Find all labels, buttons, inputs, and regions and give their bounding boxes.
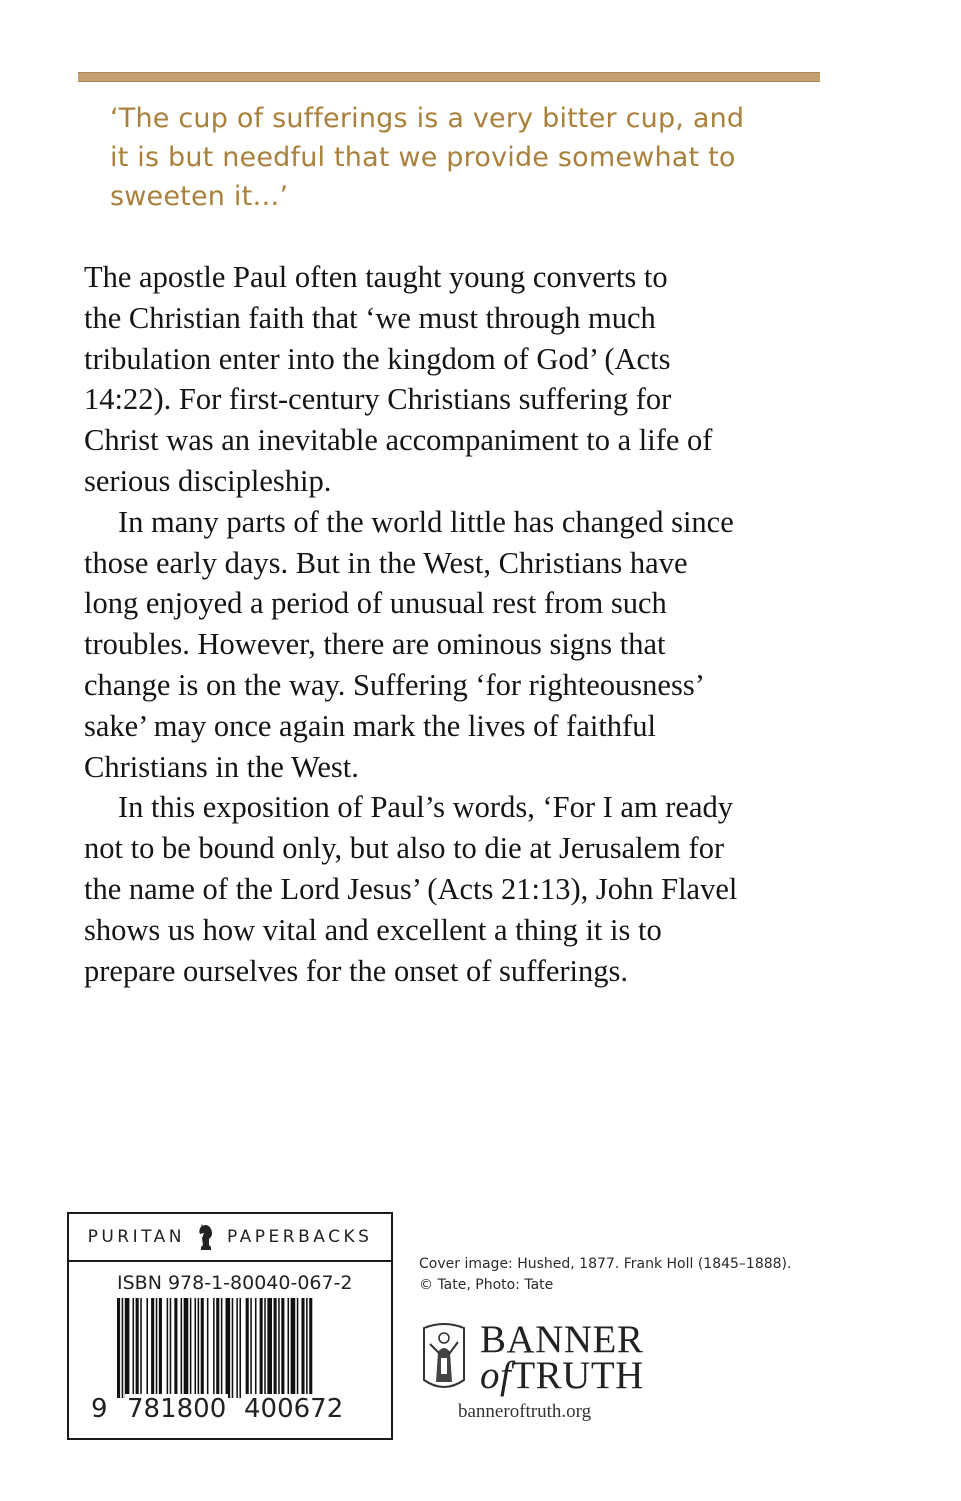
barcode-bar <box>195 1298 197 1398</box>
barcode-bar <box>236 1298 238 1398</box>
barcode-bar <box>246 1298 249 1398</box>
barcode-bar <box>146 1298 148 1398</box>
barcode-bar <box>140 1298 142 1398</box>
blurb-line: the Christian faith that ‘we must through much <box>84 300 656 335</box>
barcode-bar <box>184 1298 189 1398</box>
blurb-line: the name of the Lord Jesus’ (Acts 21:13), John Flavel <box>84 871 738 906</box>
barcode-bar <box>136 1298 139 1398</box>
blurb-line: troubles. However, there are ominous signs that <box>84 627 666 662</box>
barcode-bar <box>281 1298 284 1398</box>
quote-line: it is but needful that we provide somewhat to <box>110 142 736 173</box>
publisher-name <box>480 1318 644 1397</box>
barcode-image <box>117 1298 369 1398</box>
barcode-bar <box>260 1298 263 1398</box>
barcode-digits-right: 400672 <box>244 1394 344 1424</box>
blurb-line: Christ was an inevitable accompaniment to a life of <box>84 423 713 458</box>
barcode-bar <box>288 1298 290 1398</box>
blurb-paragraph-2 <box>84 502 824 788</box>
top-decorative-rule <box>78 72 820 82</box>
pull-quote <box>110 99 790 216</box>
blurb-paragraph-1 <box>84 257 824 502</box>
barcode-bar <box>159 1298 162 1398</box>
blurb-line: prepare ourselves for the onset of sufferings. <box>84 953 629 988</box>
blurb-line: In this exposition of Paul’s words, ‘For I am ready <box>118 790 734 825</box>
barcode-bar <box>264 1298 266 1398</box>
barcode-bar <box>301 1298 304 1398</box>
barcode-bar <box>239 1298 241 1398</box>
barcode-bar <box>156 1298 158 1398</box>
publisher-website: banneroftruth.org <box>458 1401 592 1422</box>
blurb-line: sake’ may once again mark the lives of faithful <box>84 708 656 743</box>
blurb-line: change is on the way. Suffering ‘for righteousness’ <box>84 667 705 702</box>
barcode-bar <box>267 1298 272 1398</box>
barcode-bar <box>190 1298 192 1398</box>
blurb-line: The apostle Paul often taught young converts to <box>84 260 668 294</box>
barcode-bar <box>255 1298 257 1398</box>
barcode-bar <box>207 1298 209 1398</box>
barcode-bar <box>309 1298 312 1398</box>
barcode-bar <box>216 1298 219 1398</box>
barcode-digit-first: 9 <box>91 1394 108 1424</box>
barcode-bar <box>278 1298 280 1398</box>
blurb-line: Christians in the West. <box>84 749 359 784</box>
quote-line: ‘The cup of sufferings is a very bitter cup, and <box>110 103 745 134</box>
barcode-bar <box>181 1298 183 1398</box>
barcode-bar <box>213 1298 215 1398</box>
barcode-bar <box>221 1298 223 1398</box>
barcode-bar <box>133 1298 135 1398</box>
credit-line: © Tate, Photo: Tate <box>419 1277 554 1293</box>
barcode-digits-left: 781800 <box>127 1394 227 1424</box>
publisher-name-of: of <box>480 1354 512 1397</box>
barcode-bar <box>250 1298 252 1398</box>
barcode-bar <box>122 1298 124 1398</box>
barcode-bar <box>201 1298 204 1398</box>
banner-of-truth-figure-icon <box>418 1322 470 1392</box>
barcode-bar <box>274 1298 277 1398</box>
blurb-line: tribulation enter into the kingdom of God’ (Acts <box>84 341 671 376</box>
series-header <box>69 1214 391 1262</box>
barcode-bar <box>297 1298 299 1398</box>
publisher-name-truth: TRUTH <box>511 1354 644 1397</box>
barcode-bar <box>232 1298 234 1398</box>
quote-line: sweeten it…’ <box>110 181 289 212</box>
blurb-line: 14:22). For first-century Christians suffering for <box>84 382 672 417</box>
barcode-bar <box>306 1298 308 1398</box>
blurb-line: serious discipleship. <box>84 463 332 498</box>
barcode-digits <box>69 1394 391 1428</box>
blurb-line: not to be bound only, but also to die at Jerusalem for <box>84 831 725 866</box>
barcode-bar <box>226 1298 231 1398</box>
series-name-left: PURITAN <box>87 1227 186 1247</box>
publisher-name-line1: BANNER <box>480 1318 644 1361</box>
barcode-bar <box>291 1298 296 1398</box>
credit-line: Cover image: Hushed, 1877. Frank Holl (1845–1888). <box>419 1256 792 1272</box>
knight-chess-icon <box>197 1222 215 1252</box>
barcode-bar <box>151 1298 154 1398</box>
barcode-bar <box>117 1298 120 1398</box>
barcode-bar <box>174 1298 177 1398</box>
isbn-barcode-box <box>67 1212 393 1440</box>
barcode-bar <box>198 1298 200 1398</box>
back-cover-blurb <box>84 257 824 991</box>
barcode-bar <box>170 1298 172 1398</box>
isbn-label: ISBN 978-1-80040-067-2 <box>117 1272 353 1294</box>
blurb-line: In many parts of the world little has changed since <box>118 504 734 539</box>
series-name-right: PAPERBACKS <box>227 1227 373 1247</box>
blurb-line: shows us how vital and excellent a thing it is to <box>84 912 662 947</box>
publisher-name-line2 <box>480 1354 644 1397</box>
cover-image-credit <box>419 1254 791 1296</box>
blurb-line: long enjoyed a period of unusual rest from such <box>84 586 667 621</box>
barcode-bar <box>167 1298 169 1398</box>
barcode-bar <box>125 1298 130 1398</box>
blurb-paragraph-3 <box>84 787 824 991</box>
blurb-line: those early days. But in the West, Christians have <box>84 545 688 580</box>
